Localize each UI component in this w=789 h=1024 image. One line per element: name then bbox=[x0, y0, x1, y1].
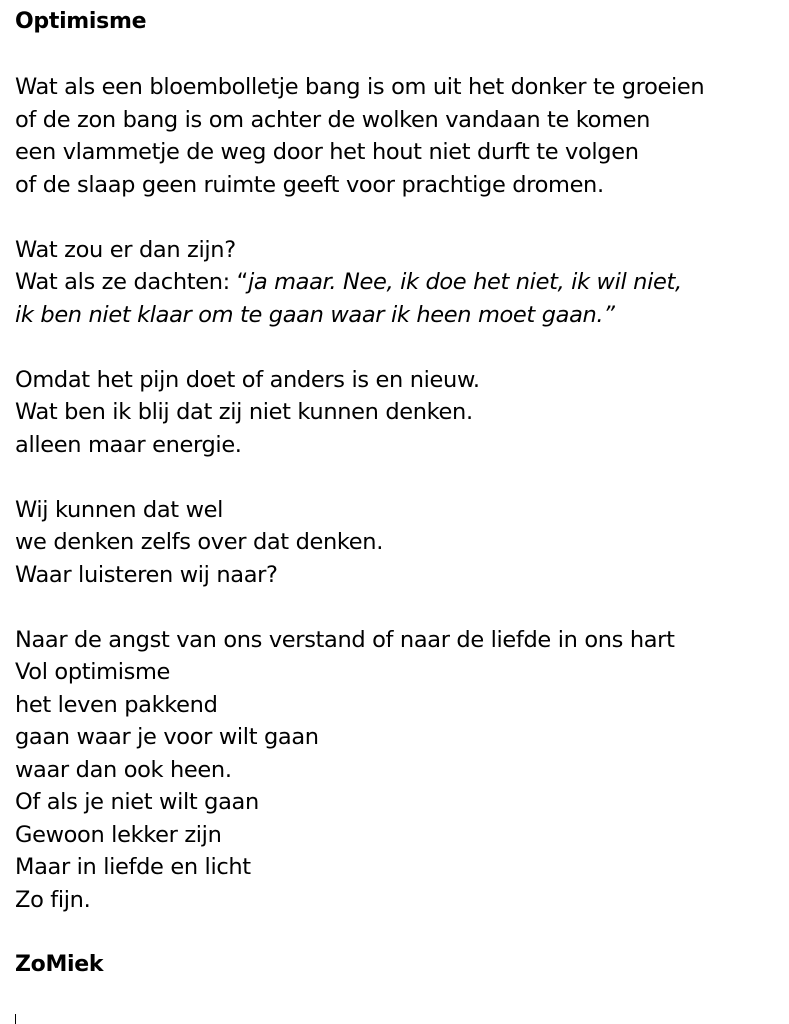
poem-line: of de zon bang is om achter de wolken vandaan te komen bbox=[15, 106, 651, 133]
poem-line: Omdat het pijn doet of anders is en nieuw. bbox=[15, 366, 480, 393]
poem-title: Optimisme bbox=[15, 9, 147, 34]
poem-line: Maar in liefde en licht bbox=[15, 854, 251, 880]
stanza-5 bbox=[15, 624, 785, 917]
poem-quote-italic: ja maar. Nee, ik doe het niet, ik wil niet, bbox=[247, 269, 682, 295]
poem-line: waar dan ook heen. bbox=[15, 756, 232, 783]
poem-line: Wij kunnen dat wel bbox=[15, 496, 224, 523]
poem-line: Wat ben ik blij dat zij niet kunnen denken. bbox=[15, 399, 473, 425]
poem-line-mixed bbox=[15, 266, 785, 299]
poem-line: of de slaap geen ruimte geeft voor prachtige dromen. bbox=[15, 171, 604, 198]
poem-line: Zo fijn. bbox=[15, 886, 91, 913]
poem-line: een vlammetje de weg door het hout niet durft te volgen bbox=[15, 139, 639, 165]
poem-line: gaan waar je voor wilt gaan bbox=[15, 724, 319, 750]
poem-line: we denken zelfs over dat denken. bbox=[15, 529, 384, 555]
poem-line: Vol optimisme bbox=[15, 659, 171, 685]
stanza-1 bbox=[15, 71, 785, 201]
poem-line: Waar luisteren wij naar? bbox=[15, 561, 278, 588]
poem-line: Wat zou er dan zijn? bbox=[15, 236, 236, 263]
poem-line: het leven pakkend bbox=[15, 691, 218, 718]
poem-line-prefix: Wat als ze dachten: “ bbox=[15, 269, 248, 295]
poem-line: Gewoon lekker zijn bbox=[15, 821, 222, 848]
stanza-3 bbox=[15, 364, 785, 462]
poem-page bbox=[15, 6, 785, 981]
poem-line: alleen maar energie. bbox=[15, 431, 242, 458]
poem-quote-italic: ik ben niet klaar om te gaan waar ik heen moet gaan.” bbox=[15, 301, 615, 328]
stanza-4 bbox=[15, 494, 785, 592]
poem-line: Naar de angst van ons verstand of naar de liefde in ons hart bbox=[15, 626, 675, 653]
poem-author: ZoMiek bbox=[15, 951, 104, 977]
text-cursor bbox=[15, 1014, 16, 1024]
poem-line: Of als je niet wilt gaan bbox=[15, 789, 259, 815]
stanza-2 bbox=[15, 234, 785, 332]
poem-line: Wat als een bloembolletje bang is om uit het donker te groeien bbox=[15, 74, 705, 100]
